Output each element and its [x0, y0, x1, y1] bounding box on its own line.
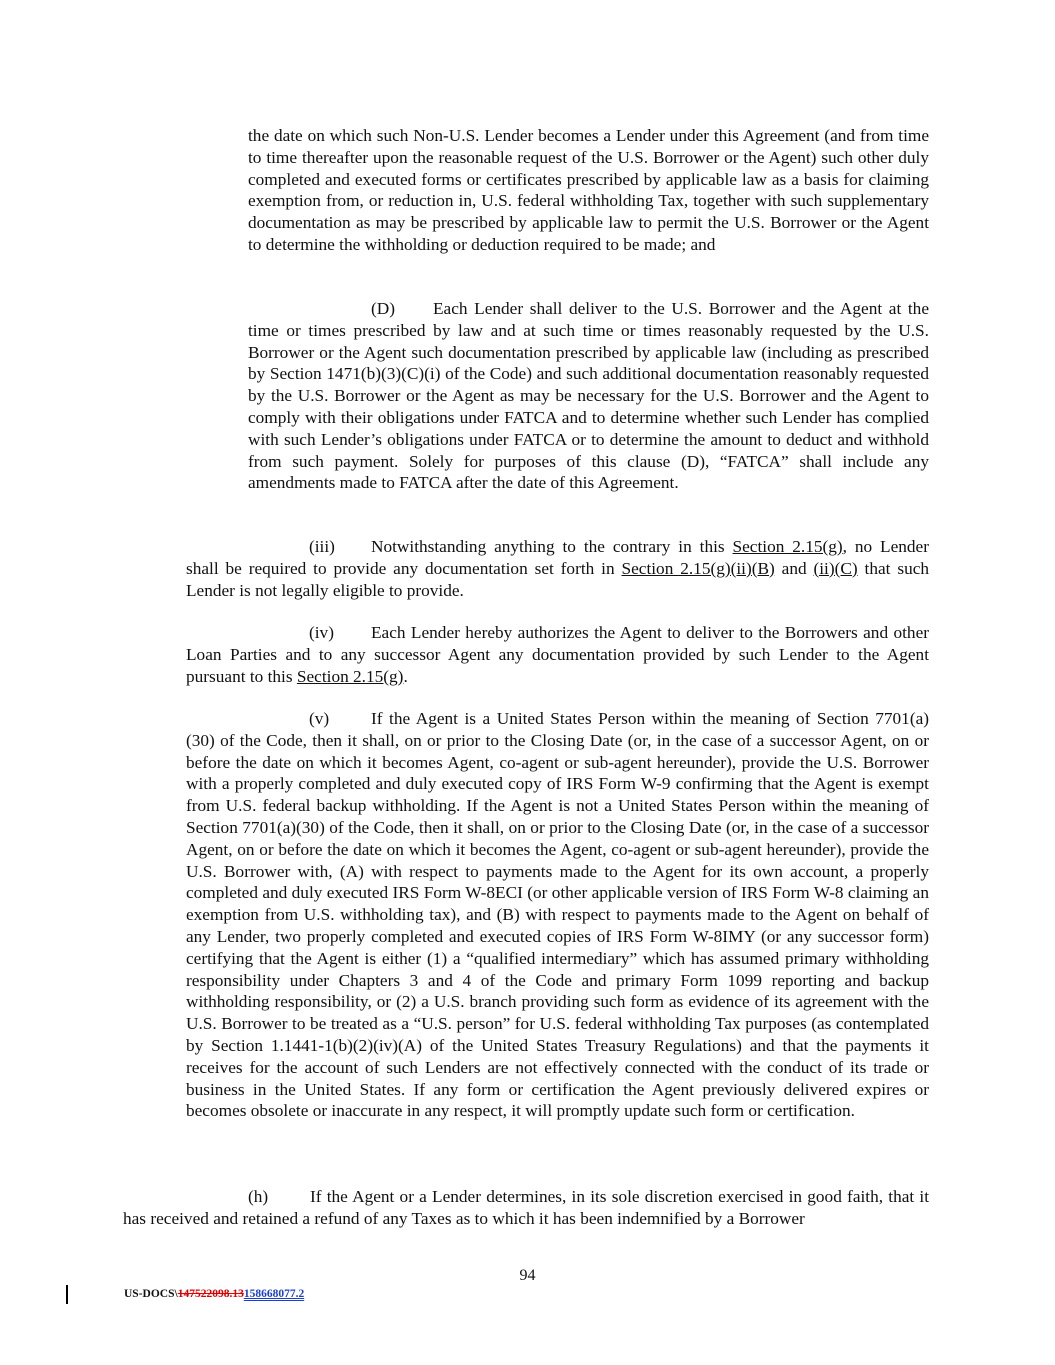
paragraph-iv-text: Each Lender hereby authorizes the Agent to deliver to the Borrowers and other Loan Parties and to any successor Agent any documentation provided by such Lender to the Agent pursuant to this: [186, 623, 929, 686]
clause-label-v: (v): [309, 709, 330, 728]
section-reference-link[interactable]: Section 2.15(g): [732, 537, 843, 556]
deleted-doc-id: 147522098.13: [177, 1288, 244, 1300]
paragraph-iii-text: that such Lender is not legally eligible to provide.: [186, 558, 930, 600]
section-reference-link[interactable]: Section 2.15(g): [296, 666, 404, 686]
paragraph-h: [123, 1186, 929, 1230]
clause-label-iii: (iii): [309, 537, 335, 556]
section-reference-link[interactable]: Section 2.15(g)(ii)(B): [621, 558, 775, 578]
clause-label-h: (h): [248, 1187, 269, 1206]
paragraph-iii-text: Notwithstanding anything to the contrary in this: [371, 537, 733, 556]
paragraph-iii-text: , no Lender shall be required to provide any documentation set forth in: [186, 537, 929, 578]
paragraph-h-text: If the Agent or a Lender determines, in its sole discretion exercised in good faith, that it has received and retained a refund of any Taxes as to which it has been indemnified by a Borrower: [123, 1187, 929, 1228]
document-id-footer: [124, 1288, 304, 1300]
footer-prefix: US-DOCS\: [124, 1288, 178, 1300]
paragraph-iv: [186, 622, 929, 687]
paragraph-iv-text: .: [403, 666, 408, 686]
clause-label-d: (D): [371, 299, 395, 318]
paragraph-iii: [186, 536, 929, 601]
paragraph-continuation: [248, 125, 929, 256]
paragraph-iii-text: and: [774, 558, 814, 578]
paragraph-text: the date on which such Non-U.S. Lender becomes a Lender under this Agreement (and from time to time thereafter upon the reasonable request of the U.S. Borrower or the Agent) such other duly completed and executed forms or certificates prescribed by applicable law as a basis for claiming exemption from, or reduction in, U.S. federal withholding Tax, together with such supplementary documentation as may be prescribed by applicable law to permit the U.S. Borrower or the Agent to determine the withholding or deduction required to be made; and: [248, 126, 929, 254]
paragraph-v: [186, 708, 929, 1122]
section-reference-link[interactable]: (ii)(C): [813, 558, 858, 578]
clause-label-iv: (iv): [309, 623, 334, 642]
revision-change-bar: [66, 1285, 68, 1304]
paragraph-v-text: If the Agent is a United States Person within the meaning of Section 7701(a)(30) of the Code, then it shall, on or prior to the Closing Date (or, in the case of a successor Agent, on or before the date on which it becomes Agent, co-agent or sub-agent hereunder), provide the U.S. Borrower with a properly completed and duly executed copy of IRS Form W-9 confirming that the Agent is exempt from U.S. federal backup withholding. If the Agent is not a United States Person within the meaning of Section 7701(a)(30) of the Code, then it shall, on or prior to the Closing Date (or, in the case of a successor Agent, on or before the date on which it becomes the Agent, co-agent or sub-agent hereunder), provide the U.S. Borrower with, (A) with respect to payments made to the Agent for its own account, a properly completed and duly executed IRS Form W-8ECI (or other applicable version of IRS Form W-8 claiming an exemption from U.S. withholding tax), and (B) with respect to payments made to the Agent on behalf of any Lender, two properly completed and executed copies of IRS Form W-8IMY (or any successor form) certifying that the Agent is either (1) a “qualified intermediary” which has assumed primary withholding responsibility under Chapters 3 and 4 of the Code and primary Form 1099 reporting and backup withholding responsibility, or (2) a U.S. branch providing such form as evidence of its agreement with the U.S. Borrower to be treated as a “U.S. person” for U.S. federal withholding Tax purposes (as contemplated by Section 1.1441-1(b)(2)(iv)(A) of the United States Treasury Regulations) and that the payments it receives for the account of such Lenders are not effectively connected with the conduct of its trade or business in the United States. If any form or certification the Agent previously delivered expires or becomes obsolete or inaccurate in any respect, it will promptly update such form or certification.: [186, 709, 929, 1121]
page-number: 94: [519, 1267, 536, 1284]
inserted-doc-id: 158668077.2: [243, 1288, 305, 1300]
paragraph-d-text: Each Lender shall deliver to the U.S. Borrower and the Agent at the time or times prescribed by law and at such time or times reasonably requested by the U.S. Borrower or the Agent such documentation prescribed by applicable law (including as prescribed by Section 1471(b)(3)(C)(i) of the Code) and such additional documentation reasonably requested by the U.S. Borrower or the Agent as may be necessary for the U.S. Borrower and the Agent to comply with their obligations under FATCA and to determine whether such Lender has complied with such Lender’s obligations under FATCA or to determine the amount to deduct and withhold from such payment. Solely for purposes of this clause (D), “FATCA” shall include any amendments made to FATCA after the date of this Agreement.: [248, 299, 929, 493]
paragraph-d: [248, 298, 929, 494]
